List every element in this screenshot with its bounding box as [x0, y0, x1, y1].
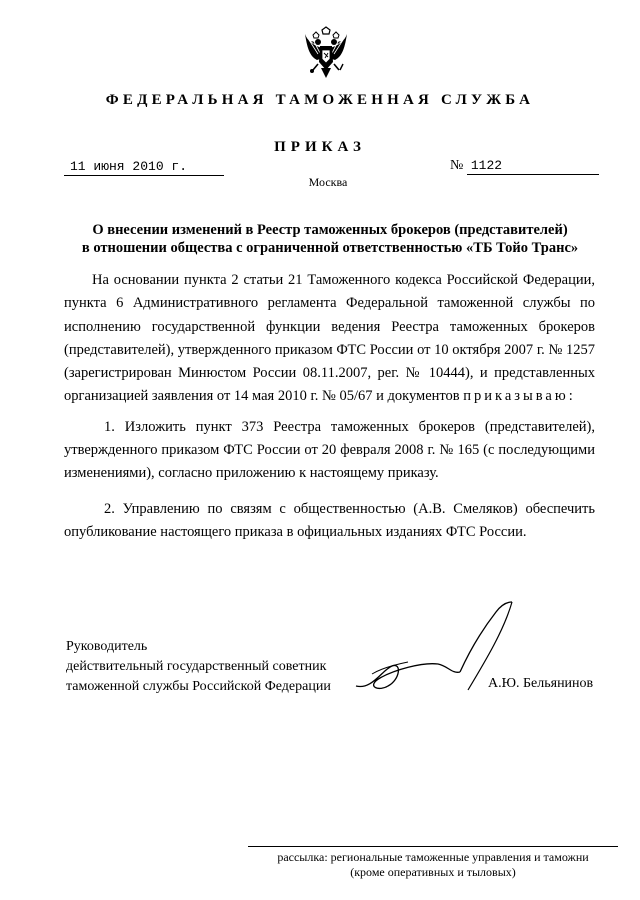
signer-position-line-3: таможенной службы Российской Федерации: [66, 679, 331, 694]
document-type-title: ПРИКАЗ: [274, 139, 366, 155]
order-item-1: 1. Изложить пункт 373 Реестра таможенных брокеров (представителей), утвержденного приказом ФТС России от 20 февраля 2008 г. № 165 (с последующими изменениями), согласно приложению к настоящему приказу.: [64, 418, 595, 482]
subject-line-2: в отношении общества с ограниченной ответственностью «ТБ Тойо Транс»: [81, 240, 579, 256]
preamble-paragraph: [64, 269, 595, 409]
signer-position: [66, 637, 331, 697]
order-number-value: 1122: [467, 157, 599, 175]
distribution-list: [248, 846, 618, 880]
signer-position-line-2: действительный государственный советник: [66, 659, 327, 674]
subject-line-1: О внесении изменений в Реестр таможенных брокеров (представителей): [92, 222, 568, 238]
agency-title: ФЕДЕРАЛЬНАЯ ТАМОЖЕННАЯ СЛУЖБА: [105, 92, 535, 108]
order-number: [450, 157, 599, 175]
order-item-2: 2. Управлению по связям с общественностью (А.В. Смеляков) обеспечить опубликование настоящего приказа в официальных изданиях ФТС России.: [64, 500, 595, 540]
distribution-line-2: (кроме оперативных и тыловых): [350, 865, 516, 879]
city-label: Москва: [308, 175, 348, 189]
signer-position-line-1: Руководитель: [66, 639, 148, 654]
distribution-line-1: рассылка: региональные таможенные управления и таможни: [277, 850, 589, 864]
signer-name: А.Ю. Бельянинов: [488, 676, 594, 691]
order-date: 11 июня 2010 г.: [64, 158, 224, 176]
order-word: приказываю:: [463, 388, 576, 405]
order-body: [64, 269, 595, 544]
number-sign: №: [450, 158, 464, 173]
coat-of-arms-emblem: [303, 26, 349, 82]
preamble-text: На основании пункта 2 статьи 21 Таможенного кодекса Российской Федерации, пункта 6 Административного регламента Федеральной таможенной службы по исполнению государственной функции ведения Реестра таможенных брокеров (представителей), утвержденного приказом ФТС России от 10 октября 2007 г. № 1257 (зарегистрирован Минюстом России 08.11.2007, рег. № 10444), и представленных организацией заявления от 14 мая 2010 г. № 05/67 и документов: [64, 272, 595, 405]
order-subject: [40, 221, 620, 257]
